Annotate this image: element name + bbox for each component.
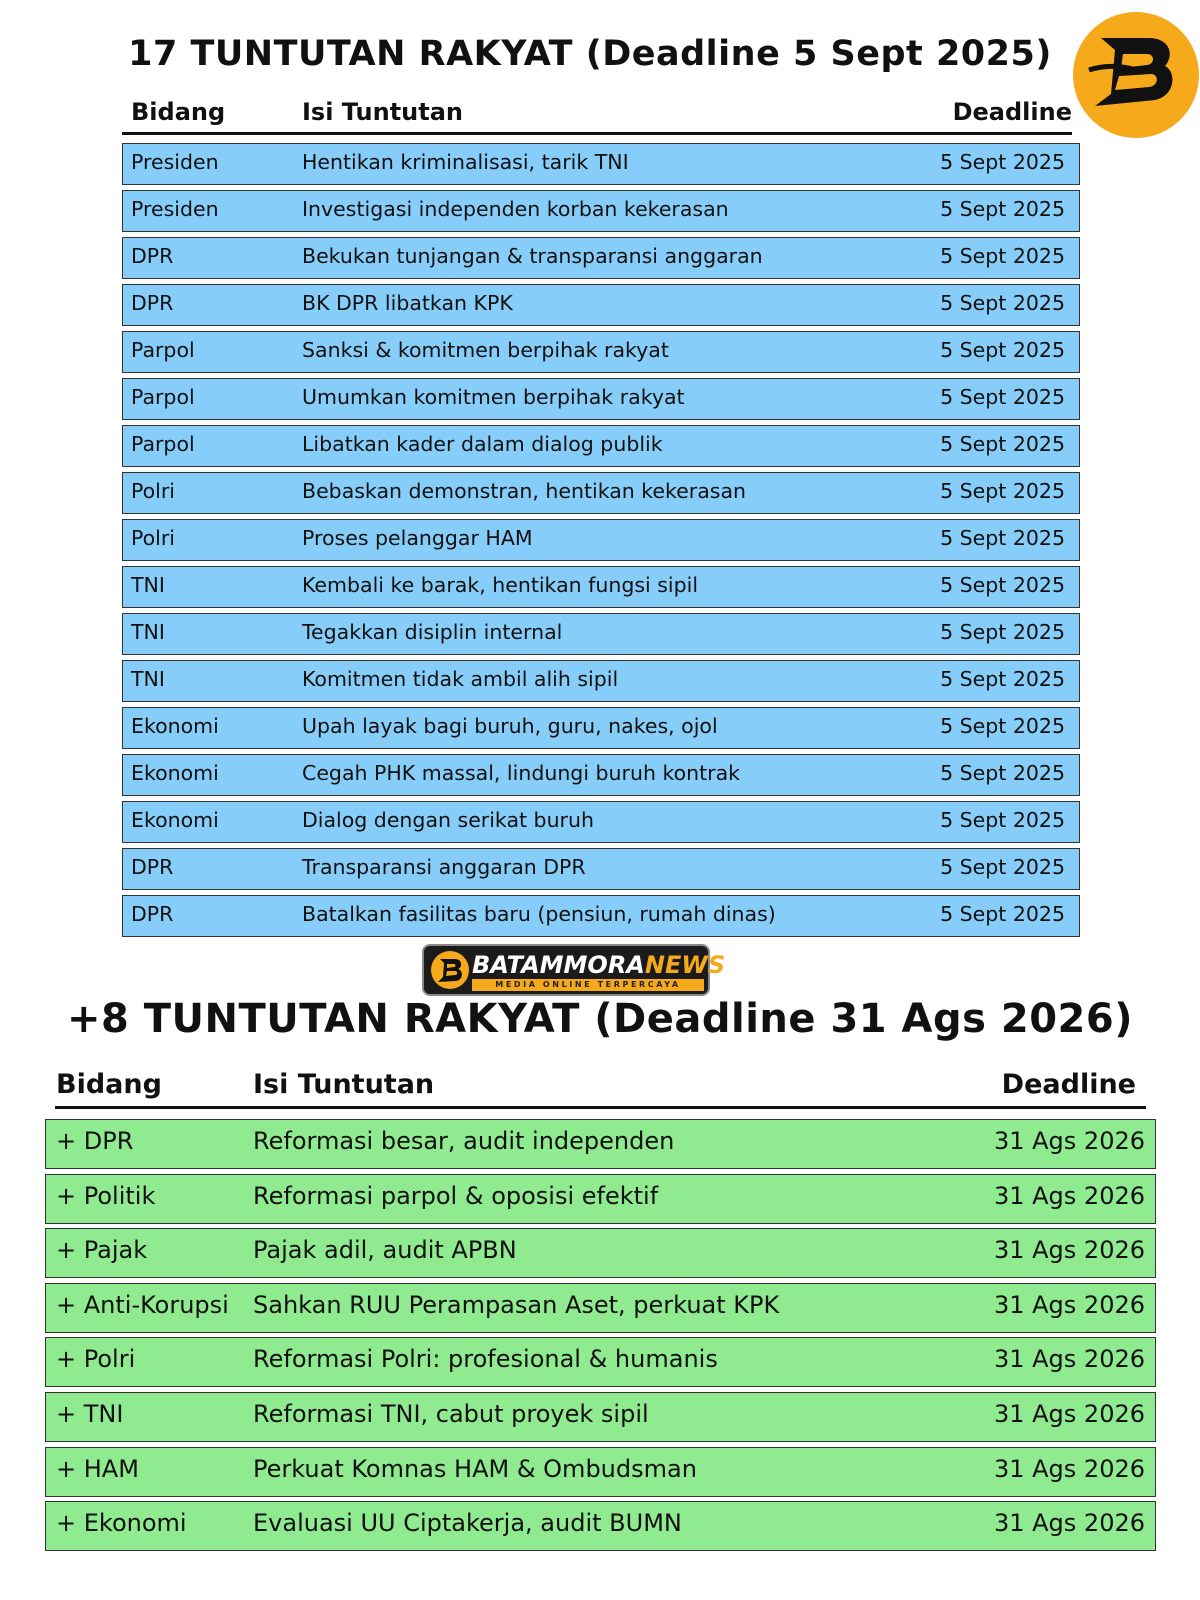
section1-table-header <box>122 92 1072 135</box>
cell-isi-tuntutan: Reformasi besar, audit independen <box>253 1127 675 1155</box>
table-row <box>122 801 1080 843</box>
section1-title: 17 TUNTUTAN RAKYAT (Deadline 5 Sept 2025) <box>128 34 1052 74</box>
table-row <box>45 1228 1156 1278</box>
table-row <box>122 707 1080 749</box>
table-row <box>122 190 1080 232</box>
cell-deadline: 31 Ags 2026 <box>993 1509 1145 1538</box>
cell-isi-tuntutan: Reformasi parpol & oposisi efektif <box>253 1181 659 1210</box>
cell-isi-tuntutan: Bekukan tunjangan & transparansi anggaran <box>302 244 763 268</box>
cell-isi-tuntutan: Reformasi Polri: profesional & humanis <box>253 1345 718 1374</box>
cell-bidang: Polri <box>131 479 175 503</box>
cell-deadline: 5 Sept 2025 <box>940 667 1065 691</box>
cell-bidang: DPR <box>131 902 174 926</box>
cell-deadline: 31 Ags 2026 <box>993 1454 1145 1483</box>
header-isi-tuntutan: Isi Tuntutan <box>253 1069 435 1100</box>
cell-bidang: DPR <box>131 855 174 879</box>
batammoranews-logo <box>422 944 726 996</box>
cell-isi-tuntutan: Hentikan kriminalisasi, tarik TNI <box>302 150 629 174</box>
table-row <box>122 519 1080 561</box>
table-row <box>122 425 1080 467</box>
table-row <box>45 1283 1156 1333</box>
cell-bidang: DPR <box>131 291 174 315</box>
section2-title: +8 TUNTUTAN RAKYAT (Deadline 31 Ags 2026) <box>67 996 1133 1042</box>
cell-deadline: 31 Ags 2026 <box>993 1400 1145 1428</box>
cell-isi-tuntutan: Umumkan komitmen berpihak rakyat <box>302 385 685 409</box>
cell-bidang: Parpol <box>131 385 195 409</box>
cell-bidang: Presiden <box>131 197 219 221</box>
cell-bidang: TNI <box>131 573 165 597</box>
cell-isi-tuntutan: Kembali ke barak, hentikan fungsi sipil <box>302 573 699 597</box>
cell-deadline: 5 Sept 2025 <box>940 432 1065 456</box>
table-row <box>45 1447 1156 1497</box>
table-row <box>122 566 1080 608</box>
publisher-logo-badge <box>1071 10 1200 140</box>
cell-isi-tuntutan: Evaluasi UU Ciptakerja, audit BUMN <box>253 1509 682 1538</box>
cell-deadline: 5 Sept 2025 <box>940 150 1065 174</box>
cell-isi-tuntutan: Cegah PHK massal, lindungi buruh kontrak <box>302 761 741 785</box>
cell-isi-tuntutan: Transparansi anggaran DPR <box>302 855 586 879</box>
table-row <box>45 1119 1156 1169</box>
cell-isi-tuntutan: Komitmen tidak ambil alih sipil <box>302 667 619 691</box>
cell-deadline: 31 Ags 2026 <box>993 1345 1145 1374</box>
cell-deadline: 31 Ags 2026 <box>993 1236 1145 1265</box>
cell-isi-tuntutan: Investigasi independen korban kekerasan <box>302 197 729 221</box>
cell-isi-tuntutan: Batalkan fasilitas baru (pensiun, rumah dinas) <box>302 902 776 926</box>
cell-bidang: Presiden <box>131 150 219 174</box>
cell-bidang: Parpol <box>131 338 195 362</box>
cell-deadline: 5 Sept 2025 <box>940 385 1065 409</box>
cell-bidang: + Polri <box>56 1345 136 1374</box>
cell-bidang: Ekonomi <box>131 714 219 738</box>
table-row <box>45 1174 1156 1224</box>
cell-bidang: Parpol <box>131 432 195 456</box>
cell-deadline: 5 Sept 2025 <box>940 902 1065 926</box>
cell-isi-tuntutan: Tegakkan disiplin internal <box>302 620 563 644</box>
table-row <box>122 472 1080 514</box>
cell-isi-tuntutan: Bebaskan demonstran, hentikan kekerasan <box>302 479 747 503</box>
cell-deadline: 5 Sept 2025 <box>940 526 1065 550</box>
cell-isi-tuntutan: Libatkan kader dalam dialog publik <box>302 432 663 456</box>
table-row <box>122 331 1080 373</box>
cell-bidang: DPR <box>131 244 174 268</box>
table-row <box>122 378 1080 420</box>
brand-tagline: MEDIA ONLINE TERPERCAYA <box>472 979 704 991</box>
cell-deadline: 5 Sept 2025 <box>940 714 1065 738</box>
cell-bidang: + Pajak <box>56 1236 148 1265</box>
cell-bidang: + HAM <box>56 1454 139 1483</box>
table-row <box>45 1392 1156 1442</box>
cell-bidang: + DPR <box>56 1127 134 1155</box>
table-row <box>45 1501 1156 1551</box>
table-row <box>122 754 1080 796</box>
cell-isi-tuntutan: Upah layak bagi buruh, guru, nakes, ojol <box>302 714 718 738</box>
table-row <box>45 1337 1156 1387</box>
table-row <box>122 143 1080 185</box>
header-deadline: Deadline <box>952 98 1072 126</box>
cell-isi-tuntutan: Sanksi & komitmen berpihak rakyat <box>302 338 669 362</box>
cell-deadline: 5 Sept 2025 <box>940 855 1065 879</box>
cell-bidang: Polri <box>131 526 175 550</box>
table-row <box>122 848 1080 890</box>
cell-deadline: 31 Ags 2026 <box>993 1290 1145 1319</box>
cell-isi-tuntutan: Dialog dengan serikat buruh <box>302 808 594 832</box>
table-row <box>122 660 1080 702</box>
table-row <box>122 895 1080 937</box>
cell-deadline: 5 Sept 2025 <box>940 761 1065 785</box>
header-deadline: Deadline <box>1001 1069 1136 1100</box>
cell-deadline: 5 Sept 2025 <box>940 808 1065 832</box>
cell-bidang: + Politik <box>56 1181 156 1210</box>
table-row <box>122 613 1080 655</box>
cell-bidang: + Ekonomi <box>56 1509 187 1538</box>
cell-bidang: Ekonomi <box>131 808 219 832</box>
table-row <box>122 237 1080 279</box>
section2-table-header <box>55 1062 1146 1109</box>
cell-isi-tuntutan: Reformasi TNI, cabut proyek sipil <box>253 1400 649 1428</box>
b-logo-icon <box>430 950 470 990</box>
brand-name: BATAMMORANEWS <box>472 951 726 979</box>
cell-deadline: 5 Sept 2025 <box>940 479 1065 503</box>
cell-isi-tuntutan: BK DPR libatkan KPK <box>302 291 513 315</box>
cell-bidang: + Anti-Korupsi <box>56 1290 229 1319</box>
cell-isi-tuntutan: Perkuat Komnas HAM & Ombudsman <box>253 1454 697 1483</box>
cell-isi-tuntutan: Pajak adil, audit APBN <box>253 1236 517 1265</box>
table-row <box>122 284 1080 326</box>
cell-deadline: 5 Sept 2025 <box>940 291 1065 315</box>
cell-isi-tuntutan: Sahkan RUU Perampasan Aset, perkuat KPK <box>253 1290 780 1319</box>
cell-deadline: 5 Sept 2025 <box>940 573 1065 597</box>
cell-bidang: + TNI <box>56 1400 124 1428</box>
cell-bidang: TNI <box>131 620 165 644</box>
header-isi-tuntutan: Isi Tuntutan <box>302 98 464 126</box>
cell-deadline: 5 Sept 2025 <box>940 244 1065 268</box>
cell-deadline: 5 Sept 2025 <box>940 338 1065 362</box>
cell-deadline: 31 Ags 2026 <box>993 1181 1145 1210</box>
cell-deadline: 31 Ags 2026 <box>993 1127 1145 1155</box>
header-bidang: Bidang <box>131 98 226 126</box>
cell-bidang: Ekonomi <box>131 761 219 785</box>
cell-deadline: 5 Sept 2025 <box>940 197 1065 221</box>
cell-isi-tuntutan: Proses pelanggar HAM <box>302 526 533 550</box>
header-bidang: Bidang <box>56 1069 162 1100</box>
cell-bidang: TNI <box>131 667 165 691</box>
cell-deadline: 5 Sept 2025 <box>940 620 1065 644</box>
